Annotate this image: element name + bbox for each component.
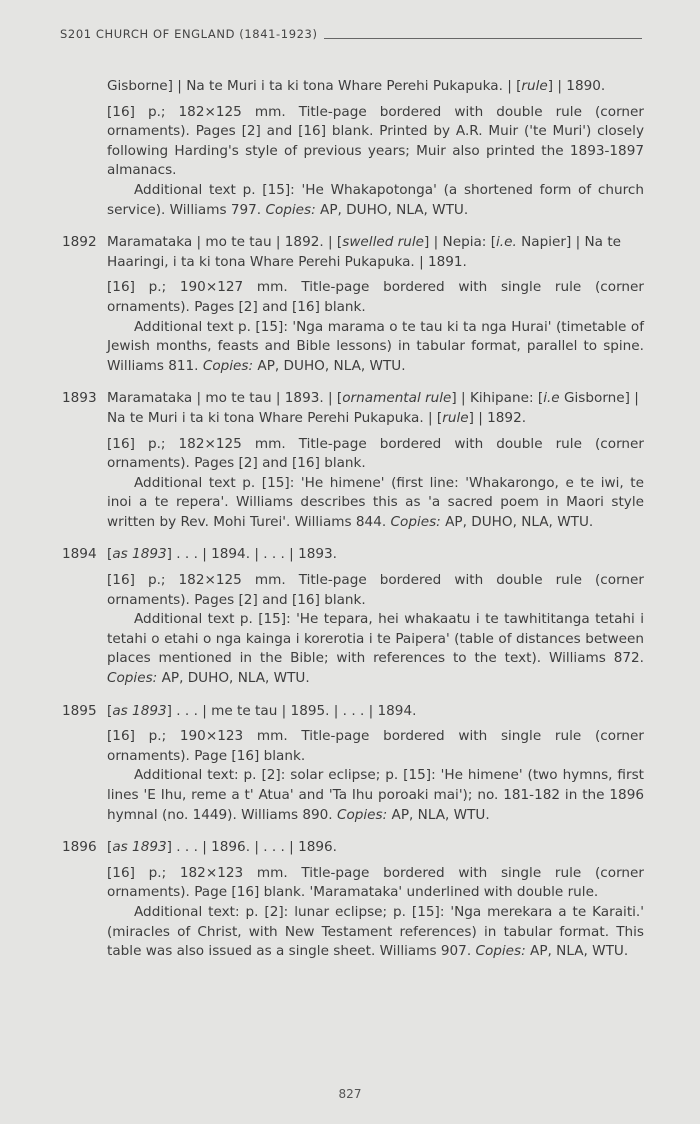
entry-year: 1895 [62,702,97,719]
entry-description: [16] p.; 182×125 mm. Title-page bordered with double rule (corner ornaments). Pages [2] and [16] blank. [107,435,644,472]
entry-title: Maramataka | mo te tau | 1893. | [ornamental rule] | Kihipane: [i.e Gisborne] | Na te Muri i ta ki tona Whare Perehi Pukapuka. | [rule] | 1892. [107,390,639,426]
entry-additional-text: Additional text p. [15]: 'He himene' (first line: 'Whakarongo, e te iwi, te inoi a te repera'. Williams describes this as 'a sacred poem in Maori style written by Rev. Mohi Turei'. Williams 844. Copies: AP, DUHO, NLA, WTU. [107,474,644,530]
entry-year: 1893 [62,390,97,407]
entry-1892 [62,233,644,376]
entry-title: Maramataka | mo te tau | 1892. | [swelled rule] | Nepia: [i.e. Napier] | Na te Haaringi, i ta ki tona Whare Perehi Pukapuka. | 1891. [107,234,622,270]
entry-title: [as 1893] . . . | me te tau | 1895. | . . . | 1894. [107,702,417,719]
page-number: 827 [338,1087,362,1101]
header-title: S201 CHURCH OF ENGLAND (1841-1923) [60,27,318,41]
entry-title: Gisborne] | Na te Muri i ta ki tona Whare Perehi Pukapuka. | [rule] | 1890. [107,78,606,94]
entry-1894 [62,545,644,688]
entry-1890 [62,77,644,220]
entry-1896 [62,838,644,962]
entry-year: 1896 [62,839,97,856]
entry-additional-text: Additional text p. [15]: 'He tepara, hei whakaatu i te tawhititanga tetahi i tetahi o etahi o nga kainga i korerotia i te Paipera' (table of distances between places mentioned in the Bible; with references to the text). Williams 872. Copies: AP, DUHO, NLA, WTU. [107,611,644,687]
entry-additional-text: Additional text p. [15]: 'He Whakapotonga' (a shortened form of church service). Williams 797. Copies: AP, DUHO, NLA, WTU. [107,181,644,218]
entry-year: 1894 [62,546,97,563]
entry-year: 1892 [62,234,97,251]
entry-additional-text: Additional text: p. [2]: lunar eclipse; p. [15]: 'Nga merekara a te Karaiti.' (miracles of Christ, with New Testament references) in tabular format. This table was also issued as a single sheet. Williams 907. Copies: AP, NLA, WTU. [107,903,644,960]
entry-additional-text: Additional text p. [15]: 'Nga marama o te tau ki ta nga Hurai' (timetable of Jewish months, feasts and Bible lessons) in tabular format, parallel to spine. Williams 811. Copies: AP, DUHO, NLA, WTU. [107,318,644,374]
entry-1895 [62,702,644,826]
entry-description: [16] p.; 182×123 mm. Title-page bordered with single rule (corner ornaments). Page [16] blank. 'Maramataka' underlined with double rule. [107,864,644,901]
entry-1893 [62,389,644,532]
entry-description: [16] p.; 182×125 mm. Title-page bordered with double rule (corner ornaments). Pages [2] and [16] blank. Printed by A.R. Muir ('te Muri') closely following Harding's style of previous years; Muir also printed the 1893-1897 almanacs. [107,103,644,179]
entry-title: [as 1893] . . . | 1894. | . . . | 1893. [107,546,337,563]
entry-description: [16] p.; 190×127 mm. Title-page bordered with single rule (corner ornaments). Pages [2] and [16] blank. [107,279,644,315]
entry-description: [16] p.; 190×123 mm. Title-page bordered with single rule (corner ornaments). Page [16] blank. [107,728,644,764]
entry-additional-text: Additional text: p. [2]: solar eclipse; p. [15]: 'He himene' (two hymns, first lines 'E Ihu, reme a t' Atua' and 'Ta Ihu poroaki mai'); no. 181-182 in the 1896 hymnal (no. 1449). Williams 890. Copies: AP, NLA, WTU. [107,767,644,823]
bibliography-entries [62,77,644,975]
entry-title: [as 1893] . . . | 1896. | . . . | 1896. [107,839,337,856]
entry-description: [16] p.; 182×125 mm. Title-page bordered with double rule (corner ornaments). Pages [2] and [16] blank. [107,572,644,608]
header-rule [324,38,642,39]
running-header [60,27,642,41]
